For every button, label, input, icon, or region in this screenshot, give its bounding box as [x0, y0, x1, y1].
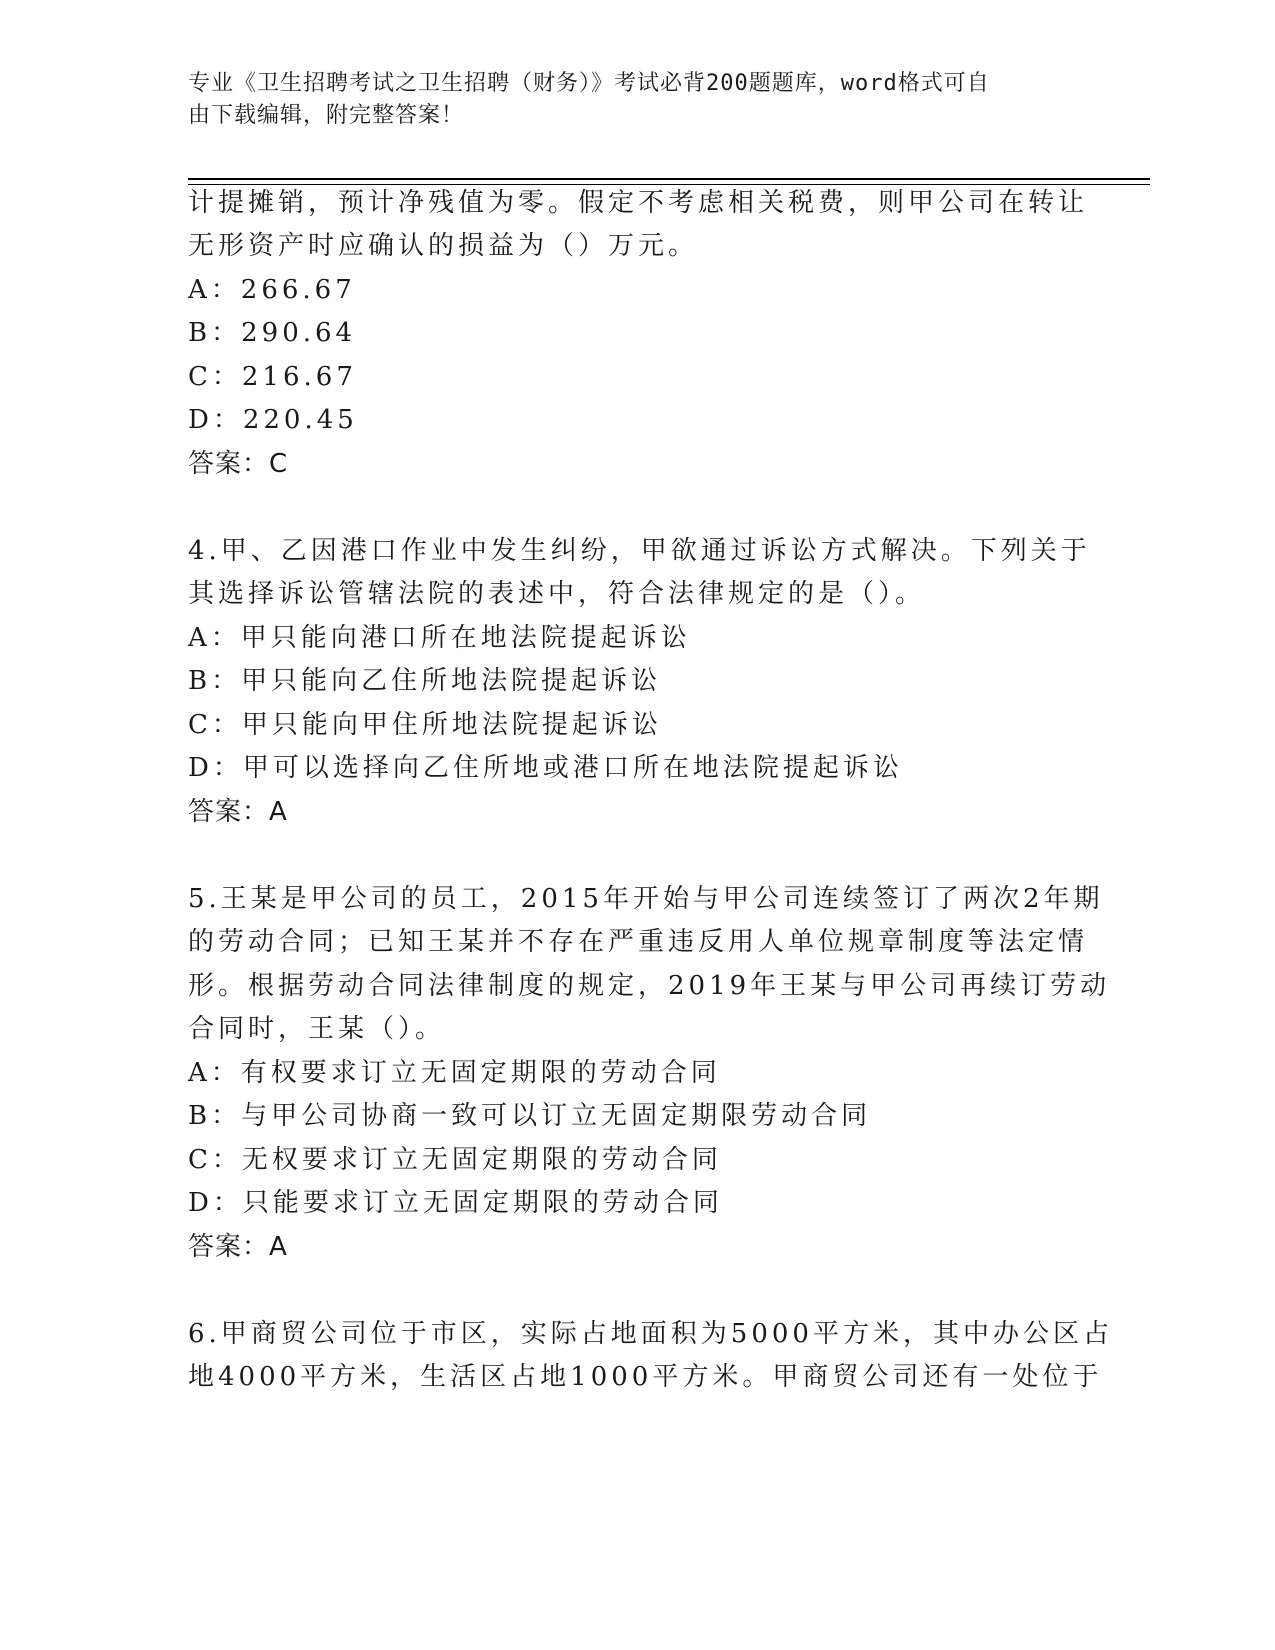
question-5-option-c: C：无权要求订立无固定期限的劳动合同 — [188, 1145, 722, 1175]
question-3-option-c: C：216.67 — [188, 362, 357, 392]
question-5-option-a: A：有权要求订立无固定期限的劳动合同 — [188, 1058, 721, 1088]
question-5-stem-line-3: 形。根据劳动合同法律制度的规定，2019年王某与甲公司再续订劳动 — [188, 971, 1111, 1001]
question-5-option-b: B：与甲公司协商一致可以订立无固定期限劳动合同 — [188, 1101, 872, 1131]
question-4-option-b: B：甲只能向乙住所地法院提起诉讼 — [188, 666, 662, 696]
question-4-stem-line-1: 4.甲、乙因港口作业中发生纠纷，甲欲通过诉讼方式解决。下列关于 — [188, 536, 1091, 566]
question-3-stem-line-1: 计提摊销，预计净残值为零。假定不考虑相关税费，则甲公司在转让 — [188, 188, 1089, 218]
question-3-option-d: D：220.45 — [188, 405, 358, 435]
question-3-stem-line-2: 无形资产时应确认的损益为（）万元。 — [188, 231, 699, 261]
question-5-stem-line-2: 的劳动合同；已知王某并不存在严重违反用人单位规章制度等法定情 — [188, 927, 1089, 957]
question-4-option-c: C：甲只能向甲住所地法院提起诉讼 — [188, 710, 662, 740]
question-3-option-b: B：290.64 — [188, 318, 357, 348]
question-6-stem-line-1: 6.甲商贸公司位于市区，实际占地面积为5000平方米，其中办公区占 — [188, 1319, 1113, 1349]
header-title-line-2: 由下载编辑，附完整答案！ — [188, 103, 465, 128]
question-6-stem-line-2: 地4000平方米，生活区占地1000平方米。甲商贸公司还有一处位于 — [188, 1362, 1103, 1392]
question-4-option-a: A：甲只能向港口所在地法院提起诉讼 — [188, 623, 691, 653]
question-5-answer: 答案：A — [188, 1232, 288, 1262]
question-3-answer: 答案：C — [188, 449, 289, 479]
question-4-answer: 答案：A — [188, 797, 288, 827]
question-4-stem-line-2: 其选择诉讼管辖法院的表述中，符合法律规定的是（）。 — [188, 579, 926, 609]
question-5-stem-line-1: 5.王某是甲公司的员工，2015年开始与甲公司连续签订了两次2年期 — [188, 884, 1104, 914]
question-5-stem-line-4: 合同时，王某（）。 — [188, 1014, 446, 1044]
document-header — [188, 68, 1068, 132]
header-rule-thin — [188, 184, 1150, 185]
header-title-line-1: 专业《卫生招聘考试之卫生招聘（财务）》考试必背200题题库，word格式可自 — [188, 71, 990, 96]
header-rule-thick — [188, 178, 1150, 180]
question-4-option-d: D：甲可以选择向乙住所地或港口所在地法院提起诉讼 — [188, 753, 903, 783]
question-5-option-d: D：只能要求订立无固定期限的劳动合同 — [188, 1188, 723, 1218]
question-3-option-a: A：266.67 — [188, 275, 356, 305]
